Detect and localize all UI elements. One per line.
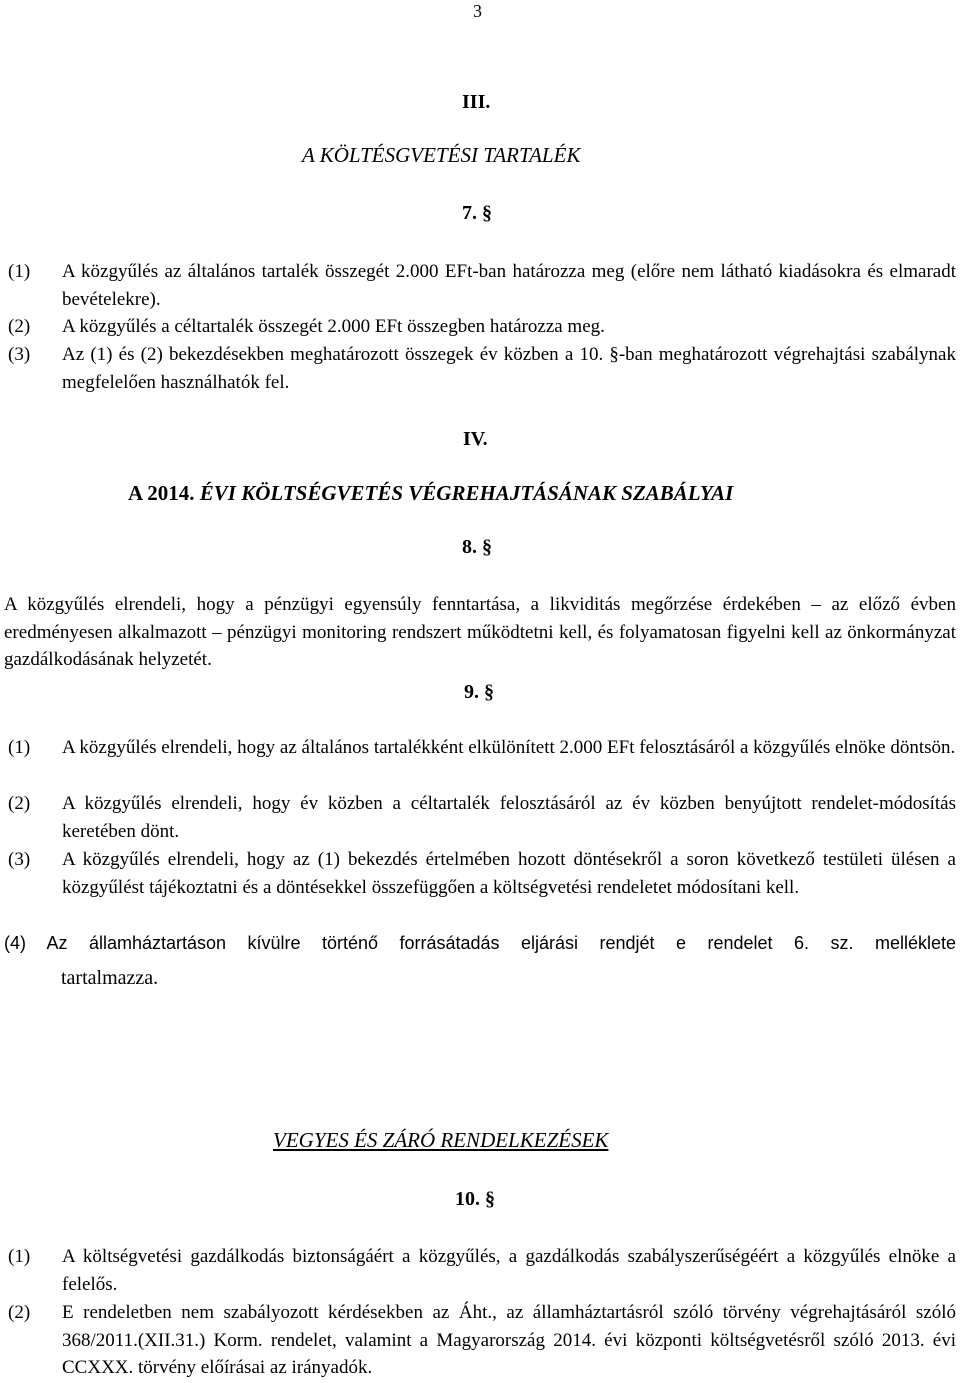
item-4-line-2: tartalmazza. <box>61 967 159 989</box>
list-item <box>4 313 956 341</box>
item-number: (2) <box>8 1302 31 1323</box>
item-4-line-1: (4) Az államháztartáson kívülre történő forrásátadás eljárási rendjét e rendelet 6. sz. melléklete <box>4 933 956 953</box>
paragraph-8-text: A közgyűlés elrendeli, hogy a pénzügyi egyensúly fenntartása, a likviditás megőrzése érdekében – az előző évben eredményesen alkalmazott – pénzügyi monitoring rendszert működtetni kell, és folyamatosan figyelni kell az önkormányzat gazdálkodásának helyzetét. <box>4 594 956 670</box>
list-item <box>4 1299 956 1382</box>
item-text: A költségvetési gazdálkodás biztonságáért a közgyűlés, a gazdálkodás szabályszerűségéért a közgyűlés elnöke a felelős. <box>62 1246 956 1295</box>
item-text: Az (1) és (2) bekezdésekben meghatározott összegek év közben a 10. §-ban meghatározott végrehajtási szabálynak megfelelően használhatók fel. <box>62 344 956 393</box>
item-text: A közgyűlés a céltartalék összegét 2.000 EFt összegben határozza meg. <box>62 316 605 337</box>
item-number: (3) <box>8 849 31 870</box>
item-text: E rendeletben nem szabályozott kérdésekben az Áht., az államháztartásról szóló törvény végrehajtásáról szóló 368/2011.(XII.31.) Korm. rendelet, valamint a Magyarország 2014. évi központi költségvetésről szóló 2013. évi CCXXX. törvény előírásai az irányadók. <box>62 1302 956 1378</box>
section-iii-heading: III. <box>462 91 491 113</box>
item-text: A közgyűlés az általános tartalék összegét 2.000 EFt-ban határozza meg (előre nem látható kiadásokra és elmaradt bevételekre). <box>62 261 956 310</box>
list-item <box>4 734 956 762</box>
paragraph-7-heading: 7. § <box>462 202 492 224</box>
list-item <box>4 341 956 396</box>
list-item <box>4 1243 956 1298</box>
final-section-title: VEGYES ÉS ZÁRÓ RENDELKEZÉSEK <box>273 1128 609 1152</box>
list-item <box>4 846 956 901</box>
item-text: A közgyűlés elrendeli, hogy év közben a céltartalék felosztásáról az év közben benyújtott rendelet-módosítás keretében dönt. <box>62 793 956 842</box>
section-iv-title-text: ÉVI KÖLTSÉGVETÉS VÉGREHAJTÁSÁNAK SZABÁLYAI <box>199 481 734 505</box>
page-number: 3 <box>473 1 482 21</box>
item-text: A közgyűlés elrendeli, hogy az (1) bekezdés értelmében hozott döntésekről a soron következő testületi ülésen a közgyűlést tájékoztatni és a döntésekkel összefüggően a költségvetési rendeletet módosítani kell. <box>62 849 956 898</box>
paragraph-10-heading: 10. § <box>455 1188 495 1210</box>
item-number: (1) <box>8 1246 31 1267</box>
item-number: (2) <box>8 316 31 337</box>
item-number: (1) <box>8 737 31 758</box>
item-number: (2) <box>8 793 31 814</box>
list-item <box>4 790 956 845</box>
paragraph-9-heading: 9. § <box>464 681 494 703</box>
list-item <box>4 258 956 313</box>
paragraph-8-heading: 8. § <box>462 536 492 558</box>
item-text: A közgyűlés elrendeli, hogy az általános tartalékként elkülönített 2.000 EFt felosztásáról a közgyűlés elnöke döntsön. <box>62 737 956 758</box>
section-iv-heading: IV. <box>463 428 488 450</box>
section-iv-title <box>128 480 733 508</box>
item-number: (1) <box>8 261 31 282</box>
item-number: (3) <box>8 344 31 365</box>
section-iv-title-year: A 2014. <box>128 481 195 505</box>
section-iii-title: A KÖLTÉSGVETÉSI TARTALÉK <box>302 143 581 167</box>
